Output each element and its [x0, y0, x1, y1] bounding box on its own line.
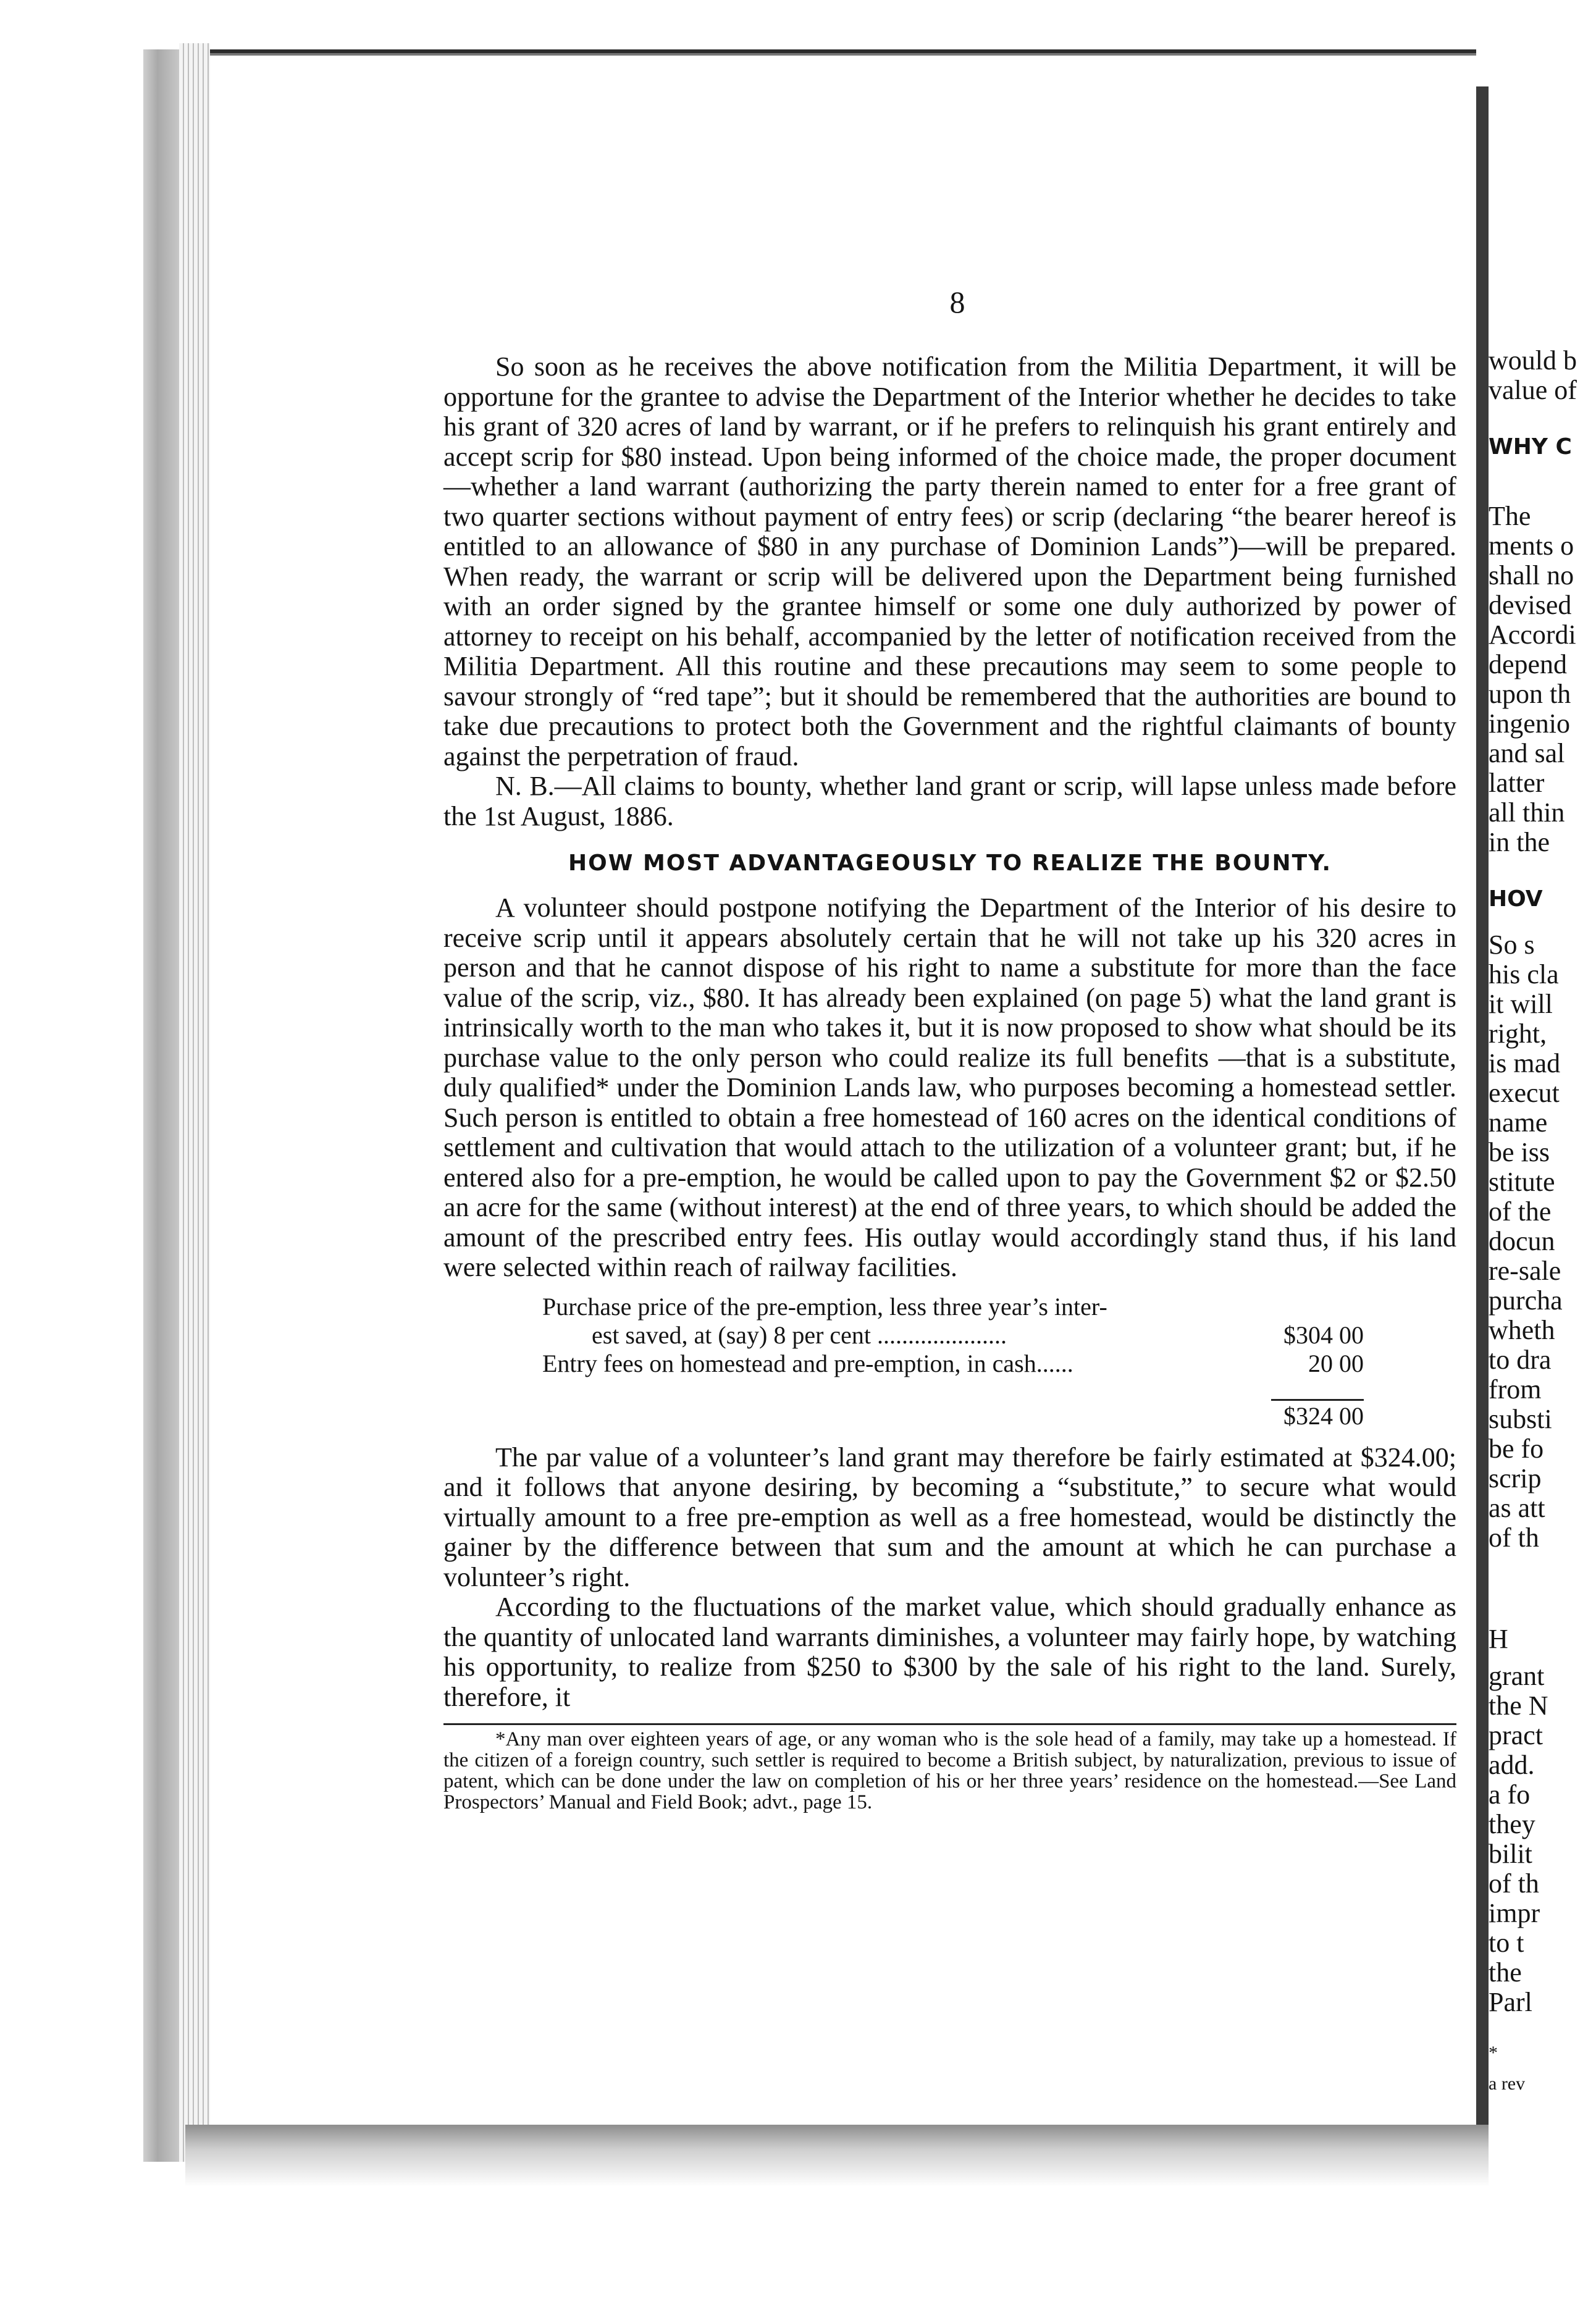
adjacent-page-line: of th: [1489, 1868, 1539, 1899]
paragraph-par-value: The par value of a volunteer’s land grant may therefore be fairly estimated at $324.00; and it follows that anyone desiring, by becoming a “substitute,” to secure what would virtually amount to a free pre-emption as well as a free homestead, would be distinctly the gainer by the difference between that sum and the amount at which he can purchase a volunteer’s right.: [443, 1442, 1456, 1592]
footnote: *Any man over eighteen years of age, or any woman who is the sole head of a family, may take up a homestead. If the citizen of a foreign country, such settler is required to become a British subject, by naturalization, previous to issue of patent, which can be done under the law on completion of his or her three years’ residence on the homestead.—See Land Prospectors’ Manual and Field Book; advt., page 15.: [443, 1728, 1456, 1813]
calc-row-preemption-line1: Purchase price of the pre-emption, less three year’s inter-: [542, 1292, 1107, 1321]
paragraph-nb: N. B.—All claims to bounty, whether land grant or scrip, will lapse unless made before the 1st August, 1886.: [443, 771, 1456, 831]
adjacent-page-line: *: [1489, 2043, 1498, 2063]
main-text-column: [443, 352, 1456, 1813]
calc-amount-fees: 20 00: [1308, 1349, 1364, 1377]
adjacent-page-line: docun: [1489, 1226, 1555, 1256]
adjacent-page-line: So s: [1489, 930, 1535, 960]
outlay-calculation: [542, 1293, 1364, 1430]
calc-row-fees-label: Entry fees on homestead and pre-emption, in cash......: [542, 1349, 1073, 1377]
adjacent-page-line: WHY C: [1489, 434, 1572, 460]
adjacent-page-line: of the: [1489, 1196, 1552, 1227]
adjacent-page-line: of th: [1489, 1522, 1539, 1553]
adjacent-page-line: as att: [1489, 1493, 1545, 1523]
adjacent-page-line: Accordi: [1489, 620, 1576, 650]
section-heading: HOW MOST ADVANTAGEOUSLY TO REALIZE THE BOUNTY.: [568, 850, 1332, 876]
adjacent-page-line: stitute: [1489, 1167, 1555, 1197]
adjacent-page-line: bilit: [1489, 1839, 1532, 1869]
adjacent-page-fragment: [1489, 346, 1596, 2310]
adjacent-page-line: re-sale: [1489, 1256, 1561, 1286]
adjacent-page-line: all thin: [1489, 797, 1565, 828]
calc-row-preemption-line2: est saved, at (say) 8 per cent .....................: [592, 1321, 1007, 1349]
adjacent-page-line: be iss: [1489, 1137, 1550, 1167]
adjacent-page-line: a rev: [1489, 2073, 1526, 2094]
adjacent-page-line: wheth: [1489, 1315, 1555, 1345]
page-shadow: [185, 2125, 1489, 2186]
adjacent-page-line: is mad: [1489, 1048, 1561, 1078]
calc-row-fees: [542, 1350, 1364, 1378]
adjacent-page-line: depend: [1489, 649, 1568, 679]
adjacent-page-line: scrip: [1489, 1463, 1542, 1493]
adjacent-page-line: purcha: [1489, 1285, 1563, 1316]
adjacent-page-line: grant: [1489, 1661, 1545, 1691]
adjacent-page-line: the: [1489, 1957, 1522, 1988]
adjacent-page-line: from: [1489, 1374, 1542, 1405]
adjacent-page-line: to dra: [1489, 1345, 1552, 1375]
adjacent-page-line: HOV: [1489, 886, 1543, 912]
adjacent-page-line: execut: [1489, 1078, 1560, 1108]
book-binding: [143, 49, 179, 2162]
adjacent-page-line: and sal: [1489, 738, 1565, 768]
calc-sum-rule: [1271, 1399, 1364, 1401]
adjacent-page-line: in the: [1489, 827, 1550, 857]
adjacent-page-line: a fo: [1489, 1779, 1531, 1810]
adjacent-page-line: right,: [1489, 1018, 1547, 1049]
adjacent-page-line: to t: [1489, 1928, 1524, 1958]
adjacent-page-line: it will: [1489, 989, 1553, 1019]
adjacent-page-line: name: [1489, 1107, 1548, 1138]
adjacent-page-line: the N: [1489, 1690, 1548, 1721]
adjacent-page-line: they: [1489, 1809, 1535, 1839]
adjacent-page-line: upon th: [1489, 679, 1571, 709]
adjacent-page-line: substi: [1489, 1404, 1552, 1434]
adjacent-page-line: devised: [1489, 590, 1572, 620]
adjacent-page-line: his cla: [1489, 959, 1559, 989]
calc-total: $324 00: [1283, 1401, 1364, 1430]
calc-amount-preemption: $304 00: [1283, 1321, 1364, 1349]
paragraph-market-value: According to the fluctuations of the market value, which should gradually enhance as the quantity of unlocated land warrants diminishes, a volunteer may fairly hope, by watching his opportunity, to realize from $250 to $300 by the sale of his right to the land. Surely, therefore, it: [443, 1592, 1456, 1712]
paragraph-postpone: A volunteer should postpone notifying the Department of the Interior of his desire to receive scrip until it appears absolutely certain that he will not take up his 320 acres in person and that he cannot dispose of his right to name a substitute for more than the face value of the scrip, viz., $80. It has already been explained (on page 5) what the land grant is intrinsically worth to the man who takes it, but it is now proposed to show what should be its purchase value to the only person who could realize its full benefits —that is a substitute, duly qualified* under the Dominion Lands law, who purposes becoming a homestead settler. Such person is entitled to obtain a free homestead of 160 acres on the identical conditions of settlement and cultivation that would attach to the utilization of a volunteer grant; but, if he entered also for a pre-emption, he would be called upon to pay the Government $2 or $2.50 an acre for the same (without interest) at the end of three years, to which should be added the amount of the prescribed entry fees. His outlay would accordingly stand thus, if his land were selected within reach of railway facilities.: [443, 892, 1456, 1282]
page-edges: [179, 43, 210, 2162]
adjacent-page-line: ments o: [1489, 531, 1574, 561]
paragraph-notification: So soon as he receives the above notification from the Militia Department, it will be opportune for the grantee to advise the Department of the Interior whether he decides to take his grant of 320 acres of land by warrant, or if he prefers to relinquish his grant entirely and accept scrip for $80 instead. Upon being informed of the choice made, the proper document—whether a land warrant (authorizing the party therein named to enter for a free grant of two quarter sections without payment of entry fees) or scrip (declaring “the bearer hereof is entitled to an allowance of $80 in any purchase of Dominion Lands”)—will be prepared. When ready, the warrant or scrip will be delivered upon the Department being furnished with an order signed by the grantee himself or some one duly authorized by power of attorney to receipt on his behalf, accompanied by the letter of notification received from the Militia Department. All this routine and these precautions may seem to some people to savour strongly of “red tape”; but it should be remembered that the authorities are bound to take due precautions to protect both the Government and the rightful claimants of bounty against the perpetration of fraud.: [443, 351, 1456, 771]
adjacent-page-line: impr: [1489, 1898, 1540, 1928]
adjacent-page-line: be fo: [1489, 1434, 1544, 1464]
adjacent-page-line: pract: [1489, 1720, 1543, 1750]
book-gutter: [1476, 86, 1489, 2125]
adjacent-page-line: Parl: [1489, 1987, 1532, 2017]
adjacent-page-line: add.: [1489, 1750, 1535, 1780]
adjacent-page-line: The: [1489, 501, 1531, 531]
adjacent-page-line: shall no: [1489, 560, 1574, 590]
adjacent-page-line: ingenio: [1489, 708, 1570, 739]
calc-row-preemption: [542, 1293, 1364, 1350]
footnote-rule: [443, 1723, 1456, 1725]
adjacent-page-line: value of: [1489, 375, 1577, 405]
page-number: 8: [949, 285, 965, 319]
adjacent-page-line: H: [1489, 1624, 1508, 1654]
adjacent-page-line: would b: [1489, 346, 1577, 376]
adjacent-page-line: latter: [1489, 768, 1545, 798]
